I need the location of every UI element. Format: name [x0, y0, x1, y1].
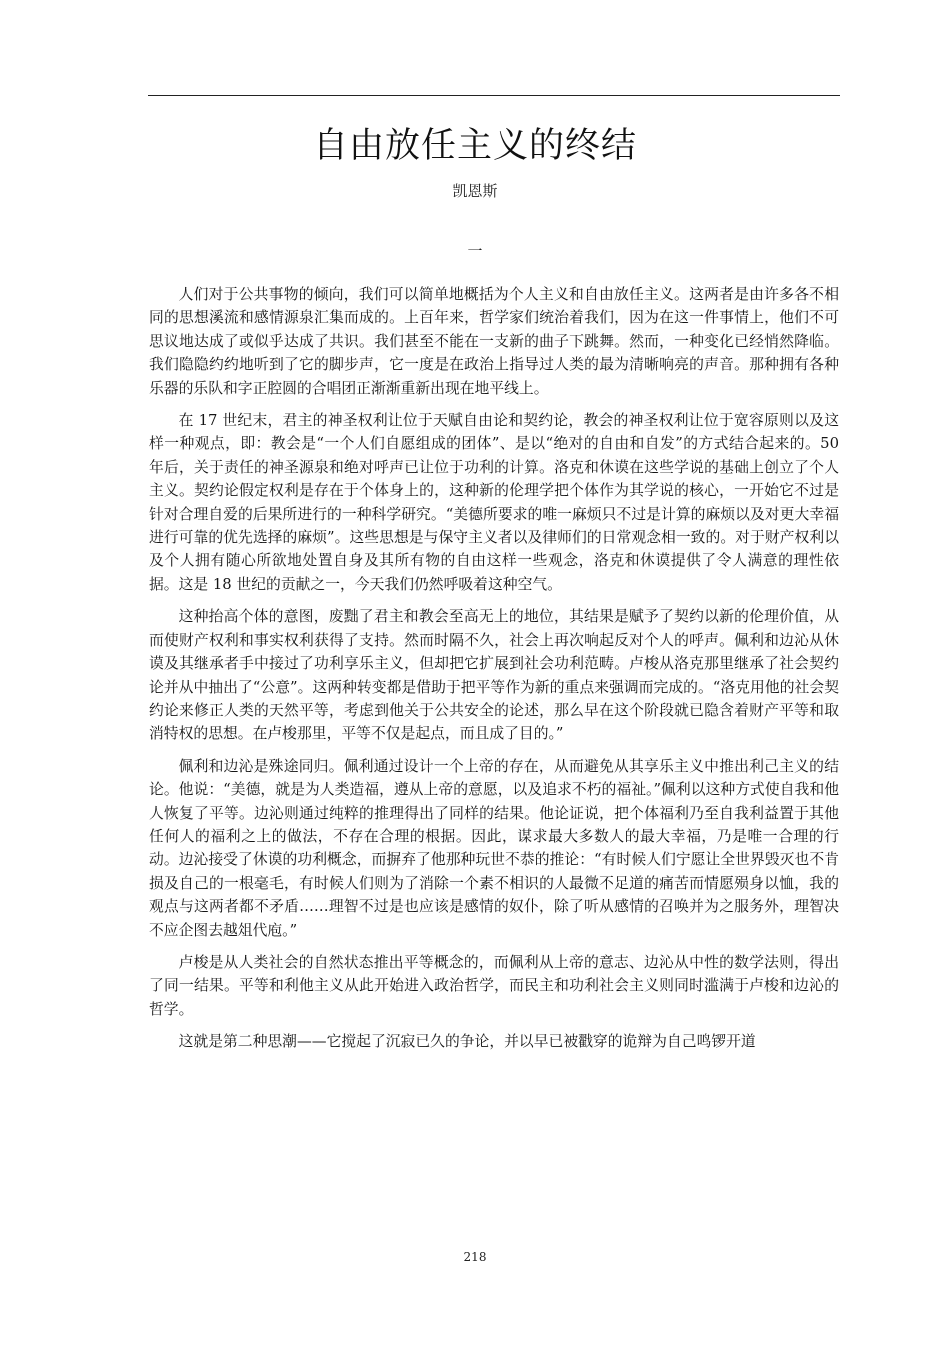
paragraph: 这就是第二种思潮——它搅起了沉寂已久的争论，并以早已被戳穿的诡辩为自己鸣锣开道: [178, 1033, 756, 1051]
document-title: 自由放任主义的终结: [312, 126, 637, 166]
paragraph: 佩利和边沁是殊途同归。佩利通过设计一个上帝的存在，从而避免从其享乐主义中推出利己主义的结论。他说：“美德，就是为人类造福，遵从上帝的意愿，以及追求不朽的福祉。”佩利以这种方式使自我和他人恢复了平等。边沁则通过纯粹的推理得出了同样的结果。他论证说，把个体福利乃至自我利益置于其他任何人的福利之上的做法，不存在合理的根据。因此，谋求最大多数人的最大幸福，乃是唯一合理的行动。边沁接受了休谟的功利概念，而摒弃了他那种玩世不恭的推论：“有时候人们宁愿让全世界毁灭也不肯损及自己的一根毫毛，有时候人们则为了消除一个素不相识的人最微不足道的痛苦而情愿殒身以恤，我的观点与这两者都不矛盾……理智不过是也应该是感情的奴仆，除了听从感情的召唤并为之服务外，理智决不应企图去越俎代庖。”: [149, 757, 839, 939]
author-name: 凯恩斯: [452, 182, 498, 200]
paragraph: 在 17 世纪末，君主的神圣权利让位于天赋自由论和契约论，教会的神圣权利让位于宽容原则以及这样一种观点，即：教会是“一个人们自愿组成的团体”、是以“绝对的自由和自发”的方式结合起来的。50 年后，关于责任的神圣源泉和绝对呼声已让位于功利的计算。洛克和休谟在这些学说的基础上创立了个人主义。契约论假定权利是存在于个体身上的，这种新的伦理学把个体作为其学说的核心，一开始它不过是针对合理自爱的后果所进行的一种科学研究。“美德所要求的唯一麻烦只不过是计算的麻烦以及对更大幸福进行可靠的优先选择的麻烦”。这些思想是与保守主义者以及律师们的日常观念相一致的。对于财产权利以及个人拥有随心所欲地处置自身及其所有物的自由这样一些观念，洛克和休谟提供了令人满意的理性依据。这是 18 世纪的贡献之一，今天我们仍然呼吸着这种空气。: [149, 412, 839, 593]
page-number: 218: [463, 1250, 487, 1264]
paragraph: 卢梭是从人类社会的自然状态推出平等概念的，而佩利从上帝的意志、边沁从中性的数学法则，得出了同一结果。平等和利他主义从此开始进入政治哲学，而民主和功利社会主义则同时滥满于卢梭和边沁的哲学。: [149, 953, 839, 1018]
paragraph: 人们对于公共事物的倾向，我们可以简单地概括为个人主义和自由放任主义。这两者是由许多各不相同的思想溪流和感情源泉汇集而成的。上百年来，哲学家们统治着我们，因为在这一件事情上，他们不可思议地达成了或似乎达成了共识。我们甚至不能在一支新的曲子下跳舞。然而，一种变化已经悄然降临。我们隐隐约约地听到了它的脚步声，它一度是在政治上指导过人类的最为清晰响亮的声音。那种拥有各种乐器的乐队和字正腔圆的合唱团正渐渐重新出现在地平线上。: [149, 286, 839, 397]
body-text: [149, 283, 839, 1063]
paragraph: 这种抬高个体的意图，废黜了君主和教会至高无上的地位，其结果是赋予了契约以新的伦理价值，从而使财产权利和事实权利获得了支持。然而时隔不久，社会上再次响起反对个人的呼声。佩利和边沁从休谟及其继承者手中接过了功利享乐主义，但却把它扩展到社会功利范畴。卢梭从洛克那里继承了社会契约论并从中抽出了“公意”。这两种转变都是借助于把平等作为新的重点来强调而完成的。“洛克用他的社会契约论来修正人类的天然平等，考虑到他关于公共安全的论述，那么早在这个阶段就已隐含着财产平等和取消特权的思想。在卢梭那里，平等不仅是起点，而且成了目的。”: [149, 608, 839, 743]
section-number: 一: [467, 242, 483, 260]
header-rule: [148, 95, 840, 96]
